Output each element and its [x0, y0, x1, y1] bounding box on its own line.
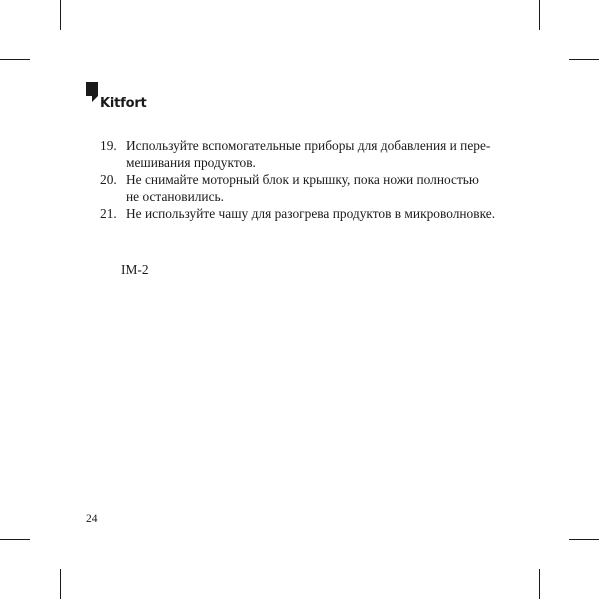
- brand-name: Kitfort: [100, 96, 147, 111]
- crop-mark-top-left: [60, 0, 61, 30]
- crop-mark-left-top: [0, 59, 30, 60]
- list-item-line: Не используйте чашу для разогрева продуктов в микроволновке.: [126, 206, 496, 221]
- list-item: [100, 205, 530, 222]
- list-item-text: [126, 171, 530, 205]
- crop-mark-top-right: [539, 0, 540, 30]
- kitfort-logo-icon: [86, 82, 99, 110]
- list-item-number: 19.: [100, 138, 117, 153]
- list-item-text: [126, 137, 530, 171]
- list-item-line: Не снимайте моторный блок и крышку, пока ножи полностью: [126, 172, 479, 187]
- crop-mark-right-bottom: [569, 539, 599, 540]
- list-item-line: Используйте вспомогательные приборы для добавления и пере-: [126, 138, 491, 153]
- document-code: IM-2: [121, 262, 149, 277]
- crop-mark-left-bottom: [0, 539, 30, 540]
- instruction-list: [100, 137, 530, 222]
- crop-mark-bottom-left: [60, 569, 61, 599]
- page-number: 24: [86, 513, 98, 525]
- list-item-number: 20.: [100, 172, 117, 187]
- list-item-line: не остановились.: [126, 189, 224, 204]
- crop-mark-right-top: [569, 59, 599, 60]
- list-item: [100, 171, 530, 205]
- list-item-line: мешивания продуктов.: [126, 155, 256, 170]
- list-item-text: [126, 205, 530, 222]
- crop-mark-bottom-right: [539, 569, 540, 599]
- brand-logo: [86, 82, 147, 110]
- list-item: [100, 137, 530, 171]
- list-item-number: 21.: [100, 206, 117, 221]
